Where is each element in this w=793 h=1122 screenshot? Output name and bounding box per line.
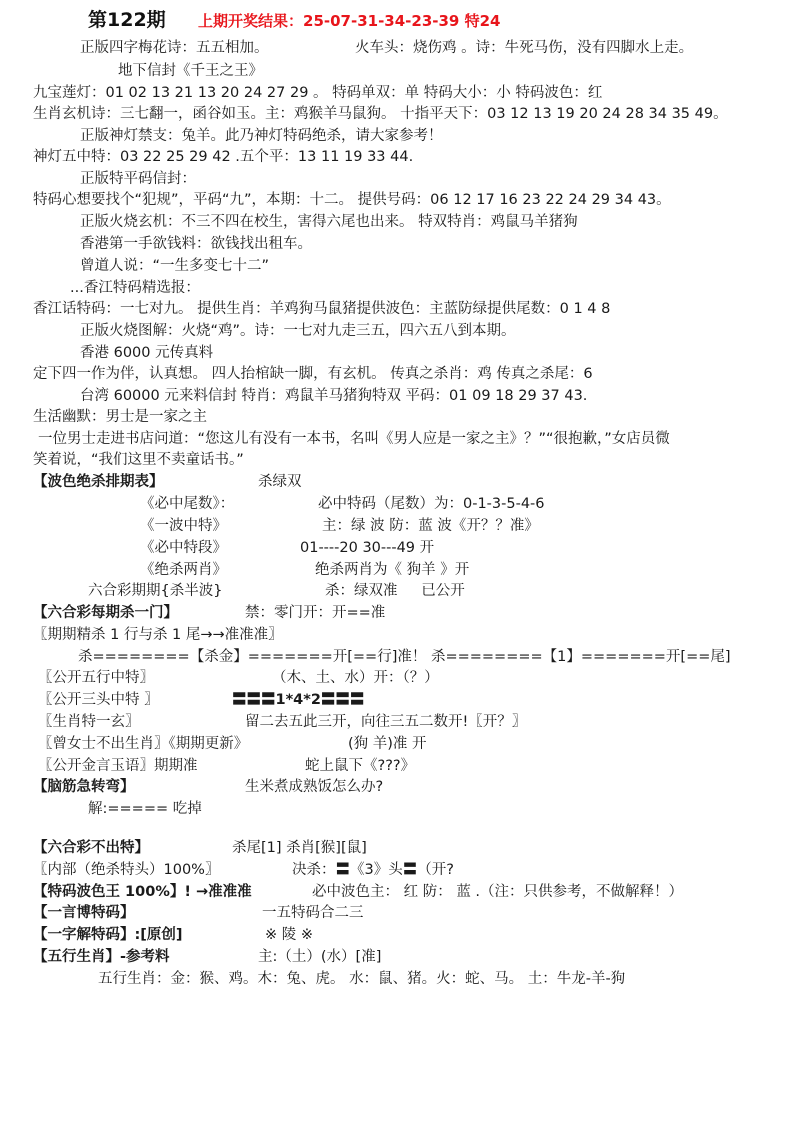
line-half-wave-value: 杀：绿双准 已公开: [325, 583, 465, 599]
line-humor-title: 生活幽默：男士是一家之主: [33, 409, 207, 425]
line-hk-special-selection: ...香江特码精选报：: [70, 280, 200, 296]
line-five-zodiac-list: 五行生肖：金：猴、鸡。木：兔、虎。 水：鼠、猪。火：蛇、马。 土：牛龙-羊-狗: [98, 971, 626, 987]
line-special-flat-letter: 正版特平码信封：: [80, 171, 196, 187]
line-no-special-value: 杀尾[1] 杀肖[猴][鼠]: [232, 840, 367, 856]
line-must-segment-value: 01----20 30---49 开: [300, 540, 435, 556]
line-underground-letter: 地下信封《千王之王》: [118, 63, 263, 79]
line-inner-kill-value: 决杀：〓《3》头〓（开?: [292, 862, 454, 878]
line-kill-door-value: 禁：零门开：开==准: [245, 605, 386, 621]
line-three-head-label: 〖公开三头中特 〗: [38, 692, 159, 708]
line-wave-table-kill: 杀绿双: [258, 474, 302, 490]
line-train-head: 火车头：烧伤鸡 。诗：牛死马伤，没有四脚水上走。: [355, 40, 694, 56]
line-fixed-four-one: 定下四一作为伴，认真想。 四人抬棺缺一脚，有玄机。 传真之杀肖：鸡 传真之杀尾：6: [33, 366, 593, 382]
line-zodiac-one-label: 〖生肖特一玄〗: [38, 714, 140, 730]
line-hk-first-hand: 香港第一手欲钱料：欲钱找出租车。: [80, 236, 312, 252]
line-kill-banner: 杀========【杀金】=======开[==行]准！ 杀========【1】=======开[==尾]: [78, 649, 731, 665]
line-five-zodiac-label: 【五行生肖】-参考料: [33, 949, 170, 965]
line-five-element-value: （木、土、水）开：（？）: [272, 670, 439, 686]
line-priest-saying: 曾道人说：“一生多变七十二”: [80, 258, 270, 274]
line-half-wave-label: 六合彩期期{杀半波}: [88, 583, 223, 599]
line-wave-king-label: 【特码波色王 100%】! →准准准: [33, 884, 252, 900]
line-kill-two-value: 绝杀两肖为《 狗羊 》开: [315, 562, 470, 578]
line-hk-words: 香江话特码：一七对九。 提供生肖：羊鸡狗马鼠猪提供波色：主蓝防绿提供尾数：0 1 4 8: [33, 301, 611, 317]
last-draw-result: 上期开奖结果：25-07-31-34-23-39 特24: [198, 12, 501, 30]
line-golden-words-label: 〖公开金言玉语〗期期准: [38, 758, 198, 774]
line-zodiac-one-value: 留二去五此三开，向往三五二数开!〖开？〗: [245, 714, 527, 730]
line-brain-teaser-value: 生米煮成熟饭怎么办?: [245, 779, 384, 795]
line-tw-60000: 台湾 60000 元来料信封 特肖：鸡鼠羊马猪狗特双 平码：01 09 18 29 37 43.: [80, 388, 588, 404]
line-one-wave-label: 《一波中特》: [140, 518, 227, 534]
line-one-wave-value: 主：绿 波 防：蓝 波《开？？准》: [322, 518, 539, 534]
line-one-char-value: ※ 陵 ※: [265, 927, 314, 943]
line-wave-king-value: 必中波色主： 红 防： 蓝 .（注：只供参考，不做解释！）: [312, 884, 684, 900]
line-one-char-label: 【一字解特码】:[原创]: [33, 927, 183, 943]
line-nine-lotus-lamp: 九宝莲灯：01 02 13 21 13 20 24 27 29 。 特码单双：单 特码大小：小 特码波色：红: [33, 85, 603, 101]
line-must-tail-value: 必中特码（尾数）为：0-1-3-5-4-6: [318, 496, 545, 512]
line-kill-door-label: 【六合彩每期杀一门】: [33, 605, 178, 621]
issue-number: 第122期: [88, 9, 166, 31]
line-five-zodiac-value: 主:（土）(水）[准]: [258, 949, 382, 965]
line-humor-1: 一位男士走进书店问道：“您这儿有没有一本书，名叫《男人应是一家之主》？”“很抱歉，”女店员微: [38, 431, 670, 447]
line-must-tail-label: 《必中尾数》：: [140, 496, 235, 512]
line-three-head-value: 〓〓〓1*4*2〓〓〓: [232, 692, 365, 708]
line-brain-teaser-answer: 解:===== 吃掉: [88, 801, 202, 817]
line-golden-words-value: 蛇上鼠下《???》: [305, 758, 416, 774]
line-brain-teaser-label: 【脑筋急转弯】: [33, 779, 135, 795]
line-inner-kill-label: 〖内部（绝杀特头）100%〗: [33, 862, 220, 878]
line-special-code-mind: 特码心想要找个“犯规”，平码“九”，本期：十二。 提供号码：06 12 17 16 23 22 24 29 34 43。: [33, 192, 671, 208]
line-fire-picture: 正版火烧图解：火烧“鸡”。诗：一七对九走三五，四六五八到本期。: [80, 323, 516, 339]
line-divine-lamp: 正版神灯禁支：兔羊。此乃神灯特码绝杀，请大家参考！: [80, 128, 443, 144]
line-humor-2: 笑着说，“我们这里不卖童话书。”: [33, 452, 244, 468]
line-divine-lamp-five: 神灯五中特：03 22 25 29 42 .五个平：13 11 19 33 44.: [33, 149, 414, 165]
line-one-word-bet-label: 【一言博特码】: [33, 905, 135, 921]
line-one-word-bet-value: 一五特码合二三: [262, 905, 364, 921]
line-five-element-label: 〖公开五行中特〗: [38, 670, 154, 686]
line-zeng-lady-label: 〖曾女士不出生肖〗《期期更新》: [38, 736, 249, 752]
line-wave-table: 【波色绝杀排期表】: [33, 474, 164, 490]
line-hk-6000: 香港 6000 元传真料: [80, 345, 214, 361]
line-must-segment-label: 《必中特段》: [140, 540, 227, 556]
line-no-special-label: 【六合彩不出特】: [33, 840, 149, 856]
line-kill-two-label: 《绝杀两肖》: [140, 562, 227, 578]
line-fire-mystery: 正版火烧玄机：不三不四在校生，害得六尾也出来。 特双特肖：鸡鼠马羊猪狗: [80, 214, 578, 230]
line-kill-row-tail: 〖期期精杀 1 行与杀 1 尾→→准准准〗: [33, 627, 283, 643]
line-zodiac-poem: 生肖玄机诗：三七翻一，函谷如玉。主：鸡猴羊马鼠狗。 十指平天下：03 12 13 19 20 24 28 34 35 49。: [33, 106, 728, 122]
line-plum-poem: 正版四字梅花诗：五五相加。: [80, 40, 269, 56]
line-zeng-lady-value: (狗 羊)准 开: [348, 736, 427, 752]
